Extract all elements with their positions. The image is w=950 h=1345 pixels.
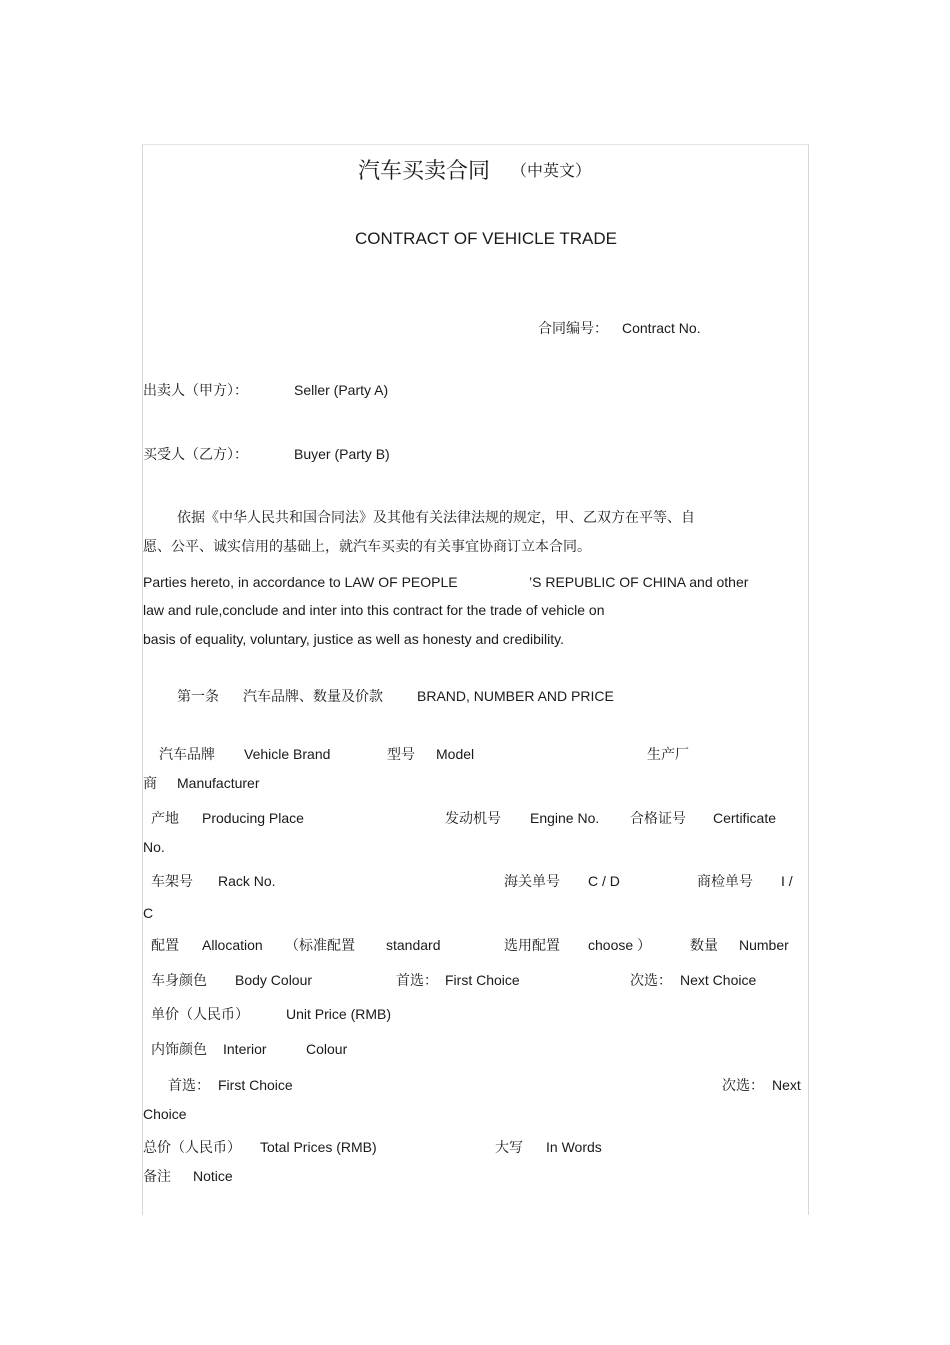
interior-colour-label-cn: 内饰颜色: [151, 1041, 207, 1057]
preamble-en-line2: law and rule,conclude and inter into this contract for the trade of vehicle on: [143, 602, 605, 618]
place-label-en: Producing Place: [202, 810, 304, 826]
certificate-label-en-a: Certificate: [713, 810, 777, 826]
buyer-label-en: Buyer (Party B): [294, 446, 390, 462]
first-choice-label-cn: 首选：: [396, 972, 438, 988]
seller-label-en: Seller (Party A): [294, 382, 389, 398]
standard-config-en: standard: [386, 937, 441, 953]
interior-first-choice-cn: 首选：: [168, 1077, 210, 1093]
model-label-en: Model: [436, 746, 475, 762]
preamble-cn-line1: 依据《中华人民共和国合同法》及其他有关法律法规的规定，甲、乙双方在平等、自: [177, 509, 695, 525]
quantity-label-cn: 数量: [690, 937, 718, 953]
seller-label-cn: 出卖人（甲方）：: [143, 382, 248, 398]
body-colour-label-cn: 车身颜色: [151, 972, 207, 988]
customs-label-en: C / D: [588, 873, 620, 889]
next-choice-label-en: Next Choice: [680, 972, 757, 988]
rack-label-cn: 车架号: [151, 873, 193, 889]
allocation-label-en: Allocation: [202, 937, 263, 953]
interior-next-choice-en-a: Next: [772, 1077, 801, 1093]
contract-no-label-en: Contract No.: [622, 320, 701, 336]
notice-label-en: Notice: [193, 1168, 233, 1184]
buyer-label-cn: 买受人（乙方）：: [143, 446, 248, 462]
inspection-label-en-a: I /: [781, 873, 793, 889]
manufacturer-label-cn-a: 生产厂: [647, 746, 689, 762]
title-chinese: 汽车买卖合同: [358, 158, 491, 183]
model-label-cn: 型号: [387, 746, 415, 762]
manufacturer-label-en: Manufacturer: [177, 775, 260, 791]
next-choice-label-cn: 次选：: [630, 972, 672, 988]
interior-next-choice-cn: 次选：: [722, 1077, 764, 1093]
rack-label-en: Rack No.: [218, 873, 276, 889]
preamble-en-line1b: ’S REPUBLIC OF CHINA and other: [529, 574, 749, 590]
brand-label-cn: 汽车品牌: [159, 746, 215, 762]
title-chinese-sub: （中英文）: [511, 163, 592, 180]
preamble-en-line3: basis of equality, voluntary, justice as well as honesty and credibility.: [143, 631, 564, 647]
optional-config-cn: 选用配置: [504, 937, 560, 953]
engine-label-cn: 发动机号: [445, 810, 501, 826]
interior-next-choice-en-b: Choice: [143, 1106, 187, 1122]
preamble-en-line1a: Parties hereto, in accordance to LAW OF PEOPLE: [143, 574, 458, 590]
customs-label-cn: 海关单号: [504, 873, 560, 889]
article1-number: 第一条: [177, 688, 219, 704]
unit-price-label-en: Unit Price (RMB): [286, 1006, 392, 1022]
total-price-label-en: Total Prices (RMB): [260, 1139, 377, 1155]
notice-label-cn: 备注: [143, 1168, 171, 1184]
body-colour-label-en: Body Colour: [235, 972, 313, 988]
colour-label-en: Colour: [306, 1041, 348, 1057]
contract-no-label-cn: 合同编号：: [538, 320, 608, 336]
in-words-label-en: In Words: [546, 1139, 602, 1155]
manufacturer-label-cn-b: 商: [143, 775, 157, 791]
certificate-label-en-b: No.: [143, 839, 165, 855]
article1-title-en: BRAND, NUMBER AND PRICE: [417, 688, 614, 704]
total-price-label-cn: 总价（人民币）: [143, 1139, 241, 1155]
allocation-label-cn: 配置: [151, 937, 179, 953]
certificate-label-cn: 合格证号: [630, 810, 686, 826]
article1-title-cn: 汽车品牌、数量及价款: [243, 688, 383, 704]
engine-label-en: Engine No.: [530, 810, 600, 826]
inspection-label-cn: 商检单号: [697, 873, 753, 889]
preamble-cn-line2: 愿、公平、诚实信用的基础上，就汽车买卖的有关事宜协商订立本合同。: [143, 538, 591, 554]
unit-price-label-cn: 单价（人民币）: [151, 1006, 249, 1022]
optional-config-en: choose ）: [588, 937, 652, 953]
interior-first-choice-en: First Choice: [218, 1077, 293, 1093]
in-words-label-cn: 大写: [495, 1139, 523, 1155]
brand-label-en: Vehicle Brand: [244, 746, 331, 762]
first-choice-label-en: First Choice: [445, 972, 520, 988]
interior-label-en: Interior: [223, 1041, 267, 1057]
inspection-label-en-b: C: [143, 905, 154, 921]
place-label-cn: 产地: [151, 810, 179, 826]
standard-config-cn: （标准配置: [285, 937, 355, 953]
title-english: CONTRACT OF VEHICLE TRADE: [355, 229, 617, 248]
quantity-label-en: Number: [739, 937, 789, 953]
